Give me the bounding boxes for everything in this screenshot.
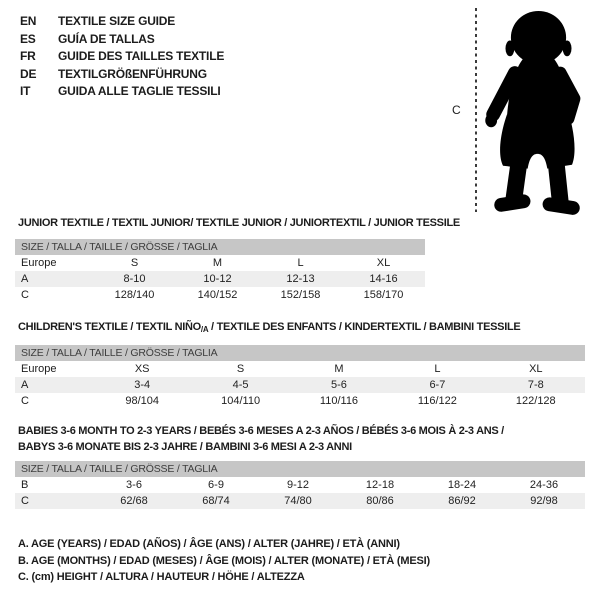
babies-title-line1: BABIES 3-6 MONTH TO 2-3 YEARS / BEBÉS 3-6 MESES A 2-3 AÑOS / BÉBÉS 3-6 MOIS À 2-3 ANS / <box>18 425 504 437</box>
size-cell: XS <box>134 363 150 375</box>
height-cell: 62/68 <box>120 495 148 507</box>
height-cell: 68/74 <box>202 495 230 507</box>
age-cell: 8-10 <box>123 273 146 285</box>
title-text: / TEXTILE DES ENFANTS / KINDERTEXTIL / BAMBINI TESSILE <box>208 321 521 333</box>
language-row <box>20 31 224 49</box>
language-code: ES <box>20 31 36 46</box>
age-cell: 14-16 <box>369 273 398 285</box>
height-cell: 74/80 <box>284 495 312 507</box>
age-cell: 24-36 <box>529 479 559 491</box>
table-row <box>15 287 425 303</box>
height-cell: 110/116 <box>319 395 359 407</box>
height-cell: 152/158 <box>280 289 321 301</box>
table-row <box>15 361 585 377</box>
children-section-title <box>18 320 520 338</box>
guide-title-en: TEXTILE SIZE GUIDE <box>58 14 176 28</box>
age-cell: 3-4 <box>134 379 151 391</box>
footnote-age-years: A. AGE (YEARS) / EDAD (AÑOS) / ÂGE (ANS) / ALTER (JAHRE) / ETÀ (ANNI) <box>18 538 400 550</box>
height-measure-dotted-line <box>475 8 477 212</box>
size-header-bar: SIZE / TALLA / TAILLE / GRÖSSE / TAGLIA <box>15 345 585 361</box>
row-label: C <box>21 289 29 301</box>
size-cell: XL <box>529 363 543 375</box>
height-cell: 92/98 <box>530 495 558 507</box>
children-size-table <box>15 345 585 409</box>
row-label: C <box>21 395 29 407</box>
footnote-age-months: B. AGE (MONTHS) / EDAD (MESES) / ÂGE (MOIS) / ALTER (MONATE) / ETÀ (MESI) <box>18 554 430 567</box>
size-header-bar: SIZE / TALLA / TAILLE / GRÖSSE / TAGLIA <box>15 461 585 477</box>
height-cell: 122/128 <box>515 395 556 407</box>
size-cell: S <box>130 257 139 269</box>
guide-title-de: TEXTILGRÖßENFÜHRUNG <box>58 66 207 81</box>
row-label: A <box>21 379 29 391</box>
babies-title-line2: BABYS 3-6 MONATE BIS 2-3 JAHRE / BAMBINI 3-6 MESI A 2-3 ANNI <box>18 440 352 453</box>
language-code: IT <box>20 84 31 99</box>
language-code: FR <box>20 49 36 64</box>
size-cell: M <box>334 363 344 375</box>
size-cell: S <box>236 363 245 375</box>
size-cell: M <box>212 257 223 269</box>
guide-title-es: GUÍA DE TALLAS <box>58 31 155 46</box>
table-row <box>15 377 585 393</box>
guide-title-fr: GUIDE DES TAILLES TEXTILE <box>58 49 225 64</box>
height-cell: 80/86 <box>366 495 394 507</box>
title-text: CHILDREN'S TEXTILE / TEXTIL NIÑO <box>18 321 201 333</box>
row-label: B <box>21 479 29 491</box>
height-cell: 128/140 <box>114 289 155 301</box>
language-row <box>20 48 224 66</box>
language-code: EN <box>20 14 37 28</box>
row-label: A <box>21 273 29 285</box>
age-cell: 6-9 <box>208 479 224 491</box>
junior-section-title: JUNIOR TEXTILE / TEXTIL JUNIOR/ TEXTILE JUNIOR / JUNIORTEXTIL / JUNIOR TESSILE <box>18 217 460 229</box>
table-row <box>15 393 585 409</box>
language-title-list <box>20 13 224 101</box>
language-row <box>20 83 224 101</box>
table-row <box>15 255 425 271</box>
language-code: DE <box>20 66 37 81</box>
row-label: Europe <box>21 257 57 269</box>
age-cell: 18-24 <box>447 479 477 491</box>
age-cell: 12-13 <box>286 273 315 285</box>
row-label: C <box>21 495 29 507</box>
age-cell: 3-6 <box>126 479 142 491</box>
title-subscript: /A <box>200 325 209 334</box>
size-cell: L <box>297 257 304 269</box>
height-cell: 158/170 <box>363 289 404 301</box>
height-cell: 140/152 <box>197 289 238 301</box>
age-cell: 6-7 <box>429 379 446 391</box>
table-row <box>15 493 585 509</box>
babies-section-title <box>18 424 504 455</box>
size-cell: L <box>434 363 441 375</box>
size-header-bar: SIZE / TALLA / TAILLE / GRÖSSE / TAGLIA <box>15 239 425 255</box>
table-row <box>15 477 585 493</box>
age-cell: 4-5 <box>232 379 249 391</box>
height-measure-label: C <box>452 103 461 117</box>
legend-footnotes <box>18 536 430 586</box>
age-cell: 12-18 <box>365 479 395 491</box>
height-cell: 86/92 <box>448 495 476 507</box>
age-cell: 7-8 <box>527 379 544 391</box>
age-cell: 9-12 <box>286 479 310 491</box>
language-row <box>20 13 224 31</box>
babies-size-table <box>15 461 585 509</box>
height-cell: 104/110 <box>221 395 261 407</box>
size-cell: XL <box>376 257 391 269</box>
height-cell: 116/122 <box>417 395 457 407</box>
language-row <box>20 66 224 84</box>
row-label: Europe <box>21 363 57 375</box>
age-cell: 10-12 <box>203 273 232 285</box>
toddler-silhouette-icon <box>482 8 595 215</box>
junior-size-table <box>15 239 425 303</box>
footnote-height: C. (cm) HEIGHT / ALTURA / HAUTEUR / HÖHE / ALTEZZA <box>18 571 305 583</box>
age-cell: 5-6 <box>331 379 347 391</box>
table-row <box>15 271 425 287</box>
guide-title-it: GUIDA ALLE TAGLIE TESSILI <box>58 84 221 99</box>
height-cell: 98/104 <box>125 395 160 407</box>
